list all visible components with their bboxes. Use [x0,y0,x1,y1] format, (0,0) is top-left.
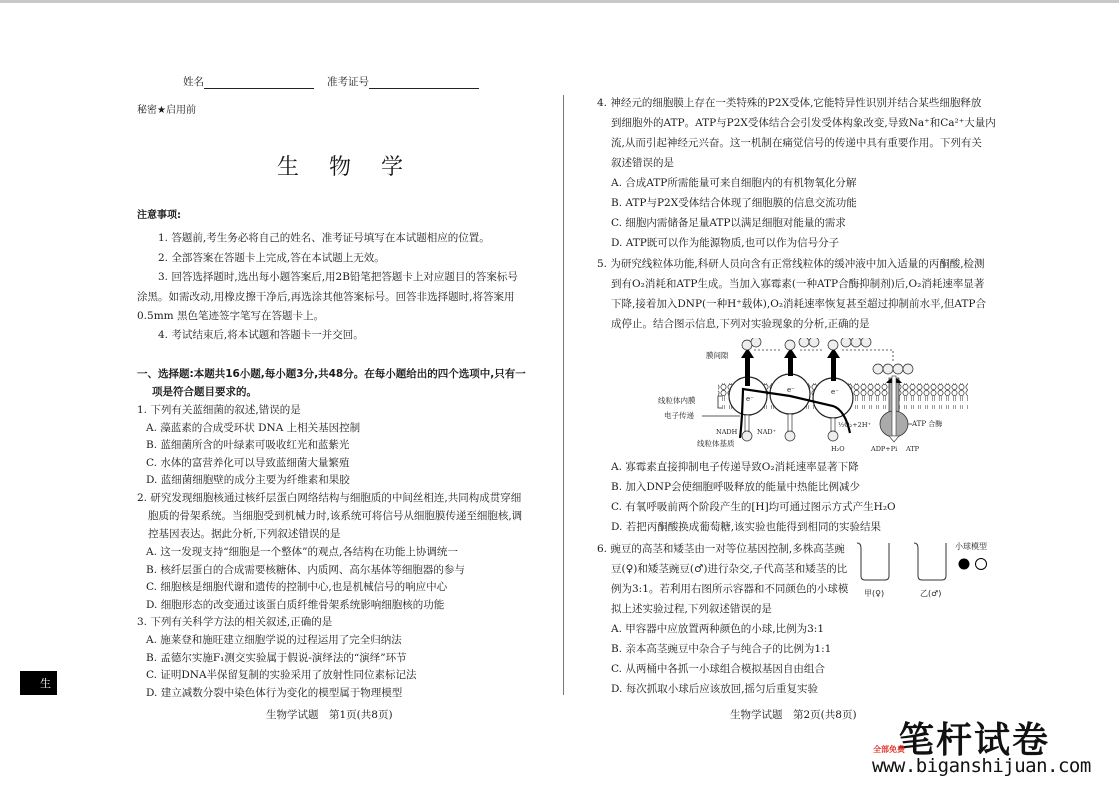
question-stem: 下降,接着加入DNP(一种H⁺载体),O₂消耗速率恢复甚至超过抑制前水平,但ATP合 [611,298,986,310]
mitochondria-diagram [650,338,980,456]
question-stem: 4. 神经元的细胞膜上存在一类特殊的P2X受体,它能特异性识别并结合某些细胞释放 [597,97,982,109]
ball-model-label: 小球模型 [955,542,987,551]
svg-text:线粒体内膜: 线粒体内膜 [658,396,696,405]
option-c: C. 证明DNA半保留复制的实验采用了放射性同位素标记法 [146,669,417,681]
section-heading: 项是符合题目要求的。 [152,386,257,398]
option-d: D. 每次抓取小球后应该放回,摇匀后重复实验 [611,683,819,695]
page-footer: 生物学试题 第1页(共8页) [266,709,393,721]
option-d: D. ATP既可以作为能源物质,也可以作为信号分子 [611,237,840,249]
svg-text:NADH: NADH [716,428,738,436]
note-item: 0.5mm 黑色笔迹签字笔写在答题卡上。 [137,310,324,322]
section-heading: 一、选择题:本题共16小题,每小题3分,共48分。在每小题给出的四个选项中,只有一 [137,368,526,380]
option-c: C. 细胞内需储备足量ATP以满足细胞对能量的需求 [611,217,846,229]
beaker-icon [855,540,895,582]
question-stem: 2. 研究发现细胞核通过核纤层蛋白网络结构与细胞质的中间丝相连,共同构成贯穿细 [137,492,522,504]
option-a: A. 寡霉素直接抑制电子传递导致O₂消耗速率显著下降 [611,461,859,473]
svg-text:½O₂+2H⁺: ½O₂+2H⁺ [838,421,871,429]
name-field [183,75,314,89]
option-a: A. 合成ATP所需能量可来自细胞内的有机物氧化分解 [611,177,857,189]
white-ball-icon [976,559,987,570]
page-divider [563,95,564,695]
watermark-free-label: 全部免费 [873,745,905,754]
svg-text:e⁻: e⁻ [831,388,839,396]
note-item: 涂黑。如需改动,用橡皮擦干净后,再选涂其他答案标号。回答非选择题时,将答案用 [137,291,515,303]
exam-id-label: 准考证号 [327,76,369,88]
note-item: 1. 答题前,考生务必将自己的姓名、准考证号填写在本试题相应的位置。 [158,232,490,244]
option-d: D. 若把丙酮酸换成葡萄糖,该实验也能得到相同的实验结果 [611,521,882,533]
side-tab: 生 [20,671,57,695]
option-b: B. 蓝细菌所含的叶绿素可吸收红光和蓝紫光 [146,439,350,451]
svg-text:电子传递: 电子传递 [664,411,694,420]
question-stem: 叙述错误的是 [611,157,674,169]
option-c: C. 细胞核是细胞代谢和遗传的控制中心,也是机械信号的响应中心 [146,581,448,593]
svg-text:e⁻: e⁻ [746,395,754,403]
note-item: 4. 考试结束后,将本试题和答题卡一并交回。 [158,329,364,341]
option-c: C. 水体的富营养化可以导致蓝细菌大量繁殖 [146,457,350,469]
subject-title: 生物学 [277,155,434,180]
question-stem: 1. 下列有关蓝细菌的叙述,错误的是 [137,404,301,416]
question-stem: 到细胞外的ATP。ATP与P2X受体结合会引发受体构象改变,导致Na⁺和Ca²⁺大量内 [611,117,996,129]
top-border [0,0,1119,3]
ball-model [957,556,991,575]
option-d: D. 蓝细菌细胞壁的成分主要为纤维素和果胶 [146,474,350,486]
container-a-label: 甲(♀) [864,589,885,598]
question-stem: 豆(♀)和矮茎豌豆(♂)进行杂交,子代高茎和矮茎的比 [611,563,848,575]
question-stem: 胞质的骨架系统。当细胞受到机械力时,该系统可将信号从细胞膜传递至细胞核,调 [148,510,523,522]
option-c: C. 有氧呼吸前两个阶段产生的[H]均可通过图示方式产生H₂O [611,501,896,513]
question-stem: 流,从而引起神经元兴奋。这一机制在痛觉信号的传递中具有重要作用。下列有关 [611,137,982,149]
option-b: B. 亲本高茎豌豆中杂合子与纯合子的比例为1:1 [611,643,832,655]
option-c: C. 从两桶中各抓一小球组合模拟基因自由组合 [611,663,825,675]
container-a-beaker [855,540,895,582]
svg-text:ATP 合酶: ATP 合酶 [912,420,943,428]
option-a: A. 这一发现支持“细胞是一个整体”的观点,各结构在功能上协调统一 [146,546,458,558]
question-stem: 控基因表达。据此分析,下列叙述错误的是 [148,528,341,540]
option-a: A. 甲容器中应放置两种颜色的小球,比例为3:1 [611,623,824,635]
page-footer: 生物学试题 第2页(共8页) [730,709,857,721]
option-d: D. 细胞形态的改变通过该蛋白质纤维骨架系统影响细胞核的功能 [146,599,445,611]
note-item: 2. 全部答案在答题卡上完成,答在本试题上无效。 [158,252,385,264]
option-d: D. 建立减数分裂中染色体行为变化的模型属于物理模型 [146,687,403,699]
svg-text:膜间隙: 膜间隙 [706,351,729,360]
option-b: B. 孟德尔实施F₁测交实验属于假说-演绎法的“演绎”环节 [146,652,407,664]
black-ball-icon [959,559,970,570]
svg-text:线粒体基质: 线粒体基质 [697,439,735,448]
container-b-label: 乙(♂) [920,589,942,598]
question-stem: 例为3:1。若利用右图所示容器和不同颜色的小球模 [611,583,849,595]
secret-label: 秘密★启用前 [137,105,196,116]
electron-transport-chain-figure [650,338,980,456]
beaker-icon [912,540,952,582]
name-label: 姓名 [183,76,204,88]
option-b: B. 加入DNP会使细胞呼吸释放的能量中热能比例减少 [611,481,861,493]
note-item: 3. 回答选择题时,选出每小题答案后,用2B铅笔把答题卡上对应题目的答案标号 [158,271,518,283]
exam-id-input-line [369,76,479,89]
question-stem: 5. 为研究线粒体功能,科研人员向含有正常线粒体的缓冲液中加入适量的丙酮酸,检测 [597,258,985,270]
exam-id-field [327,75,479,89]
question-stem: 到有O₂消耗和ATP生成。当加入寡霉素(一种ATP合酶抑制剂)后,O₂消耗速率显著 [611,278,985,290]
question-stem: 3. 下列有关科学方法的相关叙述,正确的是 [137,616,333,628]
watermark-url[interactable]: www.biganshijuan.com [872,755,1091,777]
container-b-beaker [912,540,952,582]
question-stem: 成停止。结合图示信息,下列对实验现象的分析,正确的是 [611,318,870,330]
question-stem: 拟上述实验过程,下列叙述错误的是 [611,603,772,615]
option-a: A. 藻蓝素的合成受环状 DNA 上相关基因控制 [146,422,361,434]
svg-text:ATP: ATP [906,445,920,453]
svg-text:ADP+Pi: ADP+Pi [871,445,898,453]
svg-text:NAD⁺: NAD⁺ [757,428,777,436]
name-input-line [204,76,314,89]
watermark-title: 笔杆试卷 [898,720,1051,761]
option-a: A. 施莱登和施旺建立细胞学说的过程运用了完全归纳法 [146,634,402,646]
option-b: B. ATP与P2X受体结合体现了细胞膜的信息交流功能 [611,197,857,209]
option-b: B. 核纤层蛋白的合成需要核糖体、内质网、高尔基体等细胞器的参与 [146,564,465,576]
svg-text:H₂O: H₂O [831,445,845,453]
notes-heading: 注意事项: [137,210,181,221]
svg-text:e⁻: e⁻ [787,386,795,394]
question-stem: 6. 豌豆的高茎和矮茎由一对等位基因控制,多株高茎豌 [597,543,845,555]
